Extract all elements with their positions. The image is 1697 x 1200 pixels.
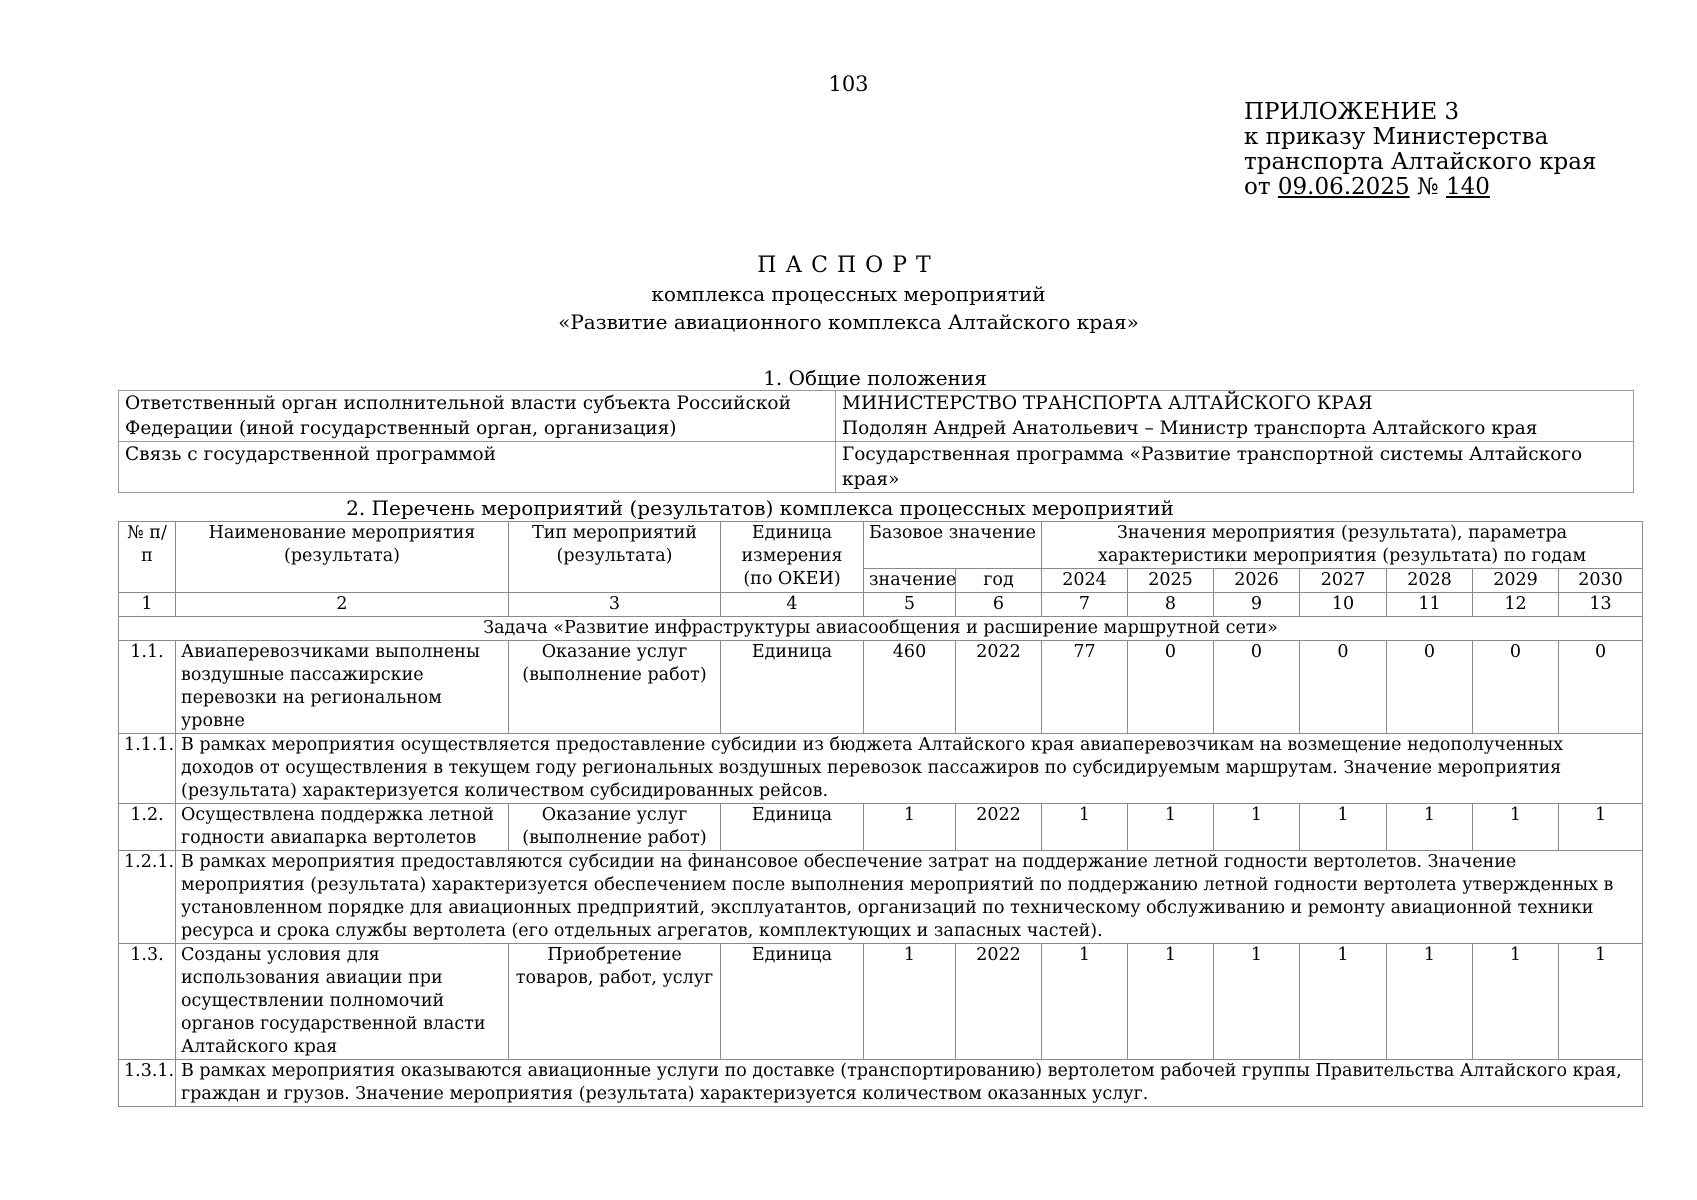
description-num: 1.3.1. xyxy=(119,1060,176,1107)
item-type: Оказание услуг (выполнение работ) xyxy=(509,804,721,851)
section2-title: 2. Перечень мероприятий (результатов) комплекса процессных мероприятий xyxy=(346,496,1174,520)
column-number: 11 xyxy=(1387,593,1473,617)
column-number: 2 xyxy=(176,593,509,617)
header-num: № п/п xyxy=(119,522,176,593)
responsible-body-label: Федерации (иной государственный орган, организация) xyxy=(119,416,836,442)
header-year: 2026 xyxy=(1214,569,1300,593)
header-values: Значения мероприятия (результата), параметра характеристики мероприятия (результата) по годам xyxy=(1042,522,1643,569)
item-type: Приобретение товаров, работ, услуг xyxy=(509,944,721,1060)
item-base-value: 1 xyxy=(864,944,956,1060)
order-date: 09.06.2025 xyxy=(1277,174,1410,200)
column-number: 10 xyxy=(1300,593,1387,617)
item-year-value: 1 xyxy=(1387,944,1473,1060)
responsible-body-value: МИНИСТЕРСТВО ТРАНСПОРТА АЛТАЙСКОГО КРАЯ xyxy=(836,391,1634,417)
appendix-line: транспорта Алтайского края xyxy=(1244,149,1597,175)
description-text: В рамках мероприятия оказываются авиационные услуги по доставке (транспортированию) вертолетом рабочей группы Правительства Алтайского края, граждан и грузов. Значение мероприятия (результата) характеризуется количеством оказанных услуг. xyxy=(176,1060,1643,1107)
header-unit: Единица измерения (по ОКЕИ) xyxy=(721,522,864,593)
item-year-value: 1 xyxy=(1128,944,1214,1060)
item-year-value: 0 xyxy=(1214,641,1300,734)
general-provisions-table xyxy=(118,390,1634,493)
column-number: 1 xyxy=(119,593,176,617)
column-number: 3 xyxy=(509,593,721,617)
appendix-date-line xyxy=(1244,175,1596,200)
column-number: 7 xyxy=(1042,593,1128,617)
header-year: 2030 xyxy=(1559,569,1643,593)
column-number: 6 xyxy=(956,593,1042,617)
item-year-value: 1 xyxy=(1473,804,1559,851)
column-number: 4 xyxy=(721,593,864,617)
table-header-row xyxy=(119,522,1643,569)
column-number: 9 xyxy=(1214,593,1300,617)
column-number: 8 xyxy=(1128,593,1214,617)
item-year-value: 1 xyxy=(1387,804,1473,851)
item-year-value: 0 xyxy=(1387,641,1473,734)
item-year-value: 1 xyxy=(1042,944,1128,1060)
item-base-year: 2022 xyxy=(956,641,1042,734)
item-year-value: 1 xyxy=(1473,944,1559,1060)
description-text: В рамках мероприятия предоставляются субсидии на финансовое обеспечение затрат на поддержание летной годности вертолетов. Значение мероприятия (результата) характеризуется обеспечением после выполнения мероприятий по поддержанию летной годности вертолета утвержденных в установленном порядке для авиационных предприятий, эксплуатантов, организаций по техническому обслуживанию и ремонту авиационной техники ресурса и срока службы вертолета (его отдельных агрегатов, комплектующих и запасных частей). xyxy=(176,851,1643,944)
table-row xyxy=(119,804,1643,851)
appendix-title: ПРИЛОЖЕНИЕ 3 xyxy=(1244,99,1460,125)
column-number-row xyxy=(119,593,1643,617)
item-unit: Единица xyxy=(721,641,864,734)
description-num: 1.2.1. xyxy=(119,851,176,944)
responsible-head-value: Подолян Андрей Анатольевич – Министр транспорта Алтайского края xyxy=(836,416,1634,442)
item-num: 1.3. xyxy=(119,944,176,1060)
item-year-value: 77 xyxy=(1042,641,1128,734)
item-base-year: 2022 xyxy=(956,944,1042,1060)
item-year-value: 1 xyxy=(1559,944,1643,1060)
passport-header xyxy=(0,252,1697,336)
description-row xyxy=(119,1060,1643,1107)
program-link-value: Государственная программа «Развитие транспортной системы Алтайского края» xyxy=(836,442,1634,493)
description-text: В рамках мероприятия осуществляется предоставление субсидии из бюджета Алтайского края авиаперевозчикам на возмещение недополученных доходов от осуществления в текущем году региональных воздушных перевозок пассажиров по субсидируемым маршрутам. Значение мероприятия (результата) характеризуется количеством субсидированных рейсов. xyxy=(176,734,1643,804)
item-year-value: 1 xyxy=(1300,804,1387,851)
table-row xyxy=(119,416,1634,442)
description-row xyxy=(119,851,1643,944)
item-num: 1.2. xyxy=(119,804,176,851)
item-unit: Единица xyxy=(721,804,864,851)
item-base-value: 460 xyxy=(864,641,956,734)
item-type: Оказание услуг (выполнение работ) xyxy=(509,641,721,734)
item-num: 1.1. xyxy=(119,641,176,734)
page-number: 103 xyxy=(828,72,869,96)
item-name: Созданы условия для использования авиации при осуществлении полномочий органов государственной власти Алтайского края xyxy=(176,944,509,1060)
header-base: Базовое значение xyxy=(864,522,1042,569)
header-year: 2028 xyxy=(1387,569,1473,593)
column-number: 5 xyxy=(864,593,956,617)
description-num: 1.1.1. xyxy=(119,734,176,804)
item-year-value: 0 xyxy=(1300,641,1387,734)
item-year-value: 1 xyxy=(1128,804,1214,851)
header-year: 2024 xyxy=(1042,569,1128,593)
section1-title: 1. Общие положения xyxy=(763,366,987,390)
item-year-value: 1 xyxy=(1042,804,1128,851)
item-name: Авиаперевозчиками выполнены воздушные пассажирские перевозки на региональном уровне xyxy=(176,641,509,734)
table-row xyxy=(119,944,1643,1060)
measures-table xyxy=(118,521,1643,1107)
header-name: Наименование мероприятия (результата) xyxy=(176,522,509,593)
item-base-year: 2022 xyxy=(956,804,1042,851)
table-row xyxy=(119,391,1634,417)
header-type: Тип мероприятий (результата) xyxy=(509,522,721,593)
header-base-value: значение xyxy=(864,569,956,593)
description-row xyxy=(119,734,1643,804)
program-link-label: Связь с государственной программой xyxy=(119,442,836,493)
item-base-value: 1 xyxy=(864,804,956,851)
header-base-year: год xyxy=(956,569,1042,593)
header-year: 2029 xyxy=(1473,569,1559,593)
item-year-value: 1 xyxy=(1214,944,1300,1060)
item-year-value: 1 xyxy=(1214,804,1300,851)
header-year: 2027 xyxy=(1300,569,1387,593)
table-row xyxy=(119,442,1634,493)
table-row xyxy=(119,641,1643,734)
appendix-prefix: от xyxy=(1244,174,1271,200)
number-sign: № xyxy=(1416,174,1439,200)
task-title: Задача «Развитие инфраструктуры авиасообщения и расширение маршрутной сети» xyxy=(119,617,1643,641)
task-row xyxy=(119,617,1643,641)
passport-name: «Развитие авиационного комплекса Алтайского края» xyxy=(558,310,1139,334)
item-name: Осуществлена поддержка летной годности авиапарка вертолетов xyxy=(176,804,509,851)
item-year-value: 0 xyxy=(1128,641,1214,734)
column-number: 12 xyxy=(1473,593,1559,617)
item-year-value: 1 xyxy=(1559,804,1643,851)
item-year-value: 0 xyxy=(1473,641,1559,734)
item-year-value: 1 xyxy=(1300,944,1387,1060)
appendix-line: к приказу Министерства xyxy=(1244,124,1549,150)
passport-subtitle: комплекса процессных мероприятий xyxy=(651,282,1046,306)
passport-title: ПАСПОРТ xyxy=(757,253,940,278)
item-year-value: 0 xyxy=(1559,641,1643,734)
responsible-body-label: Ответственный орган исполнительной власти субъекта Российской xyxy=(119,391,836,417)
order-number: 140 xyxy=(1445,174,1490,200)
column-number: 13 xyxy=(1559,593,1643,617)
appendix-block xyxy=(1244,100,1596,200)
item-unit: Единица xyxy=(721,944,864,1060)
header-year: 2025 xyxy=(1128,569,1214,593)
